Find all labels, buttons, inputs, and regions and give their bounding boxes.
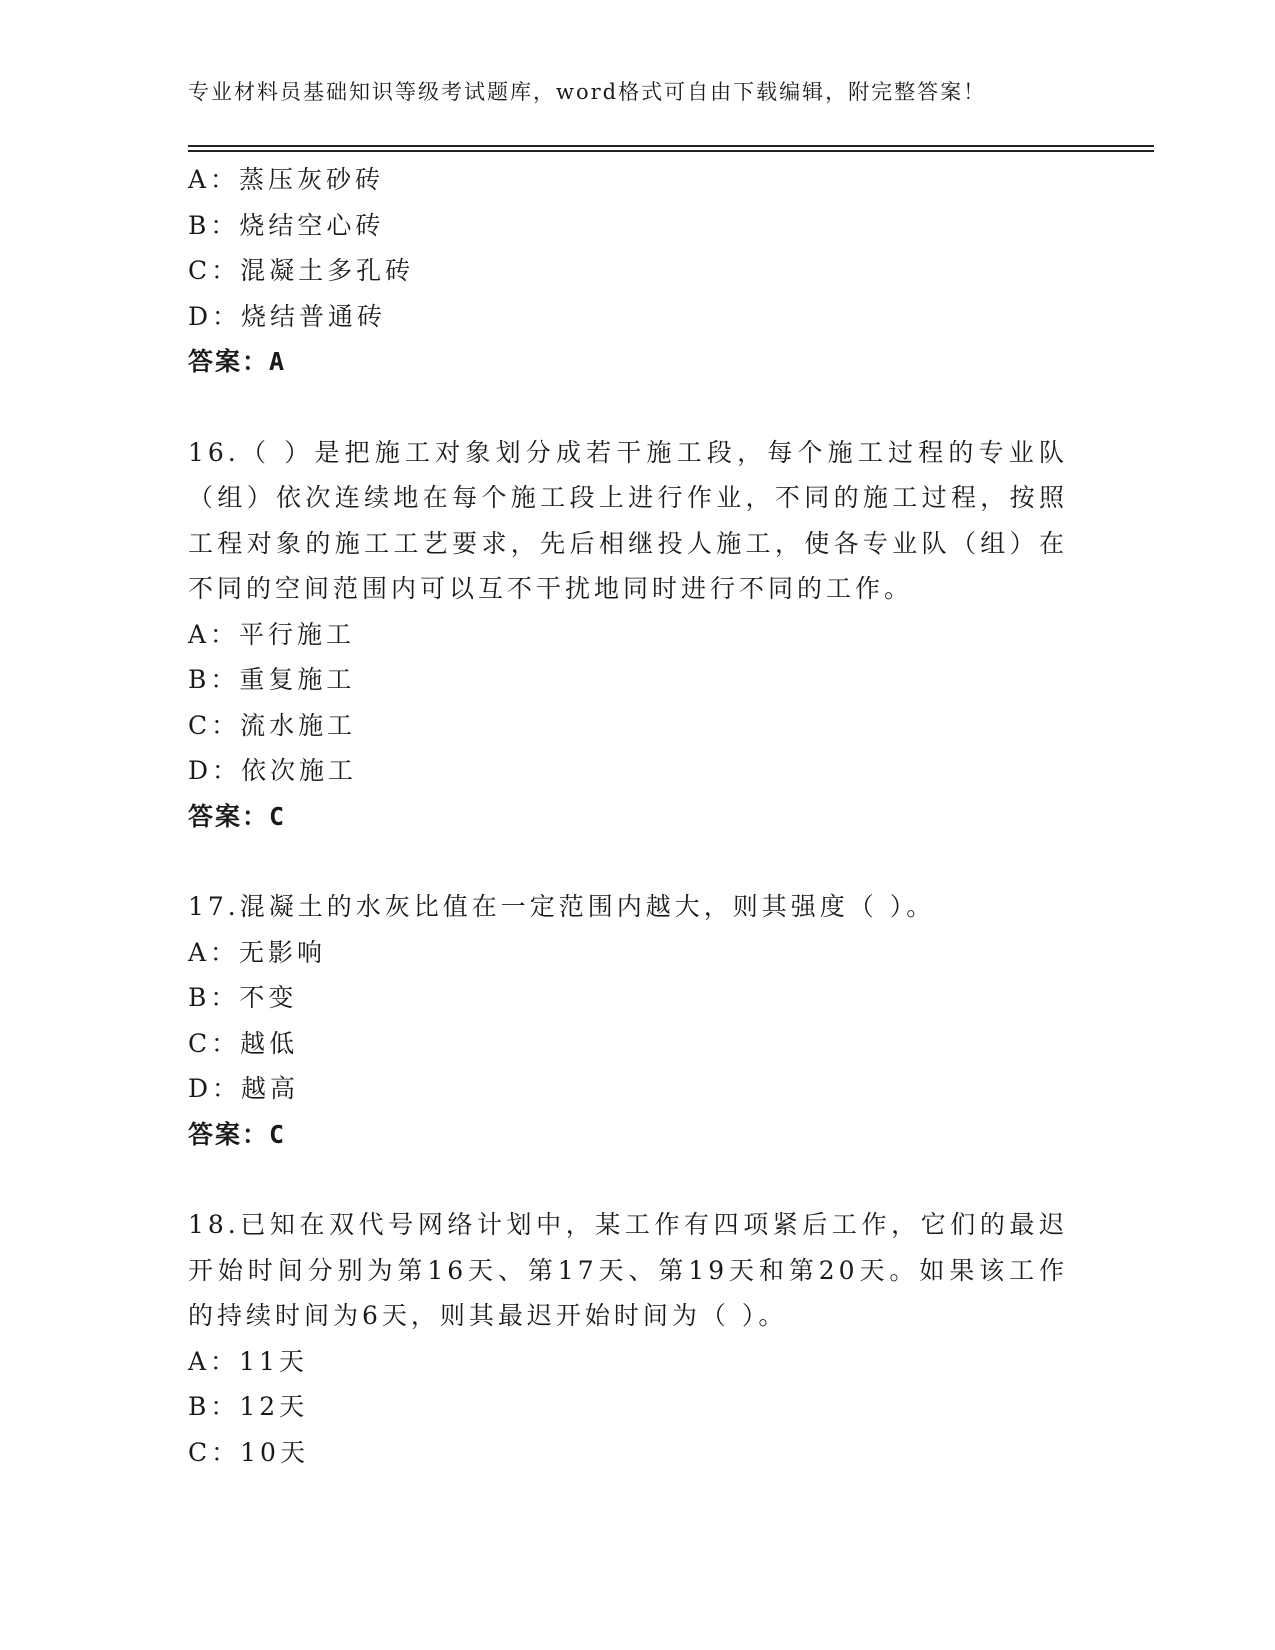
spacer bbox=[188, 385, 1068, 430]
page-header: 专业材料员基础知识等级考试题库，word格式可自由下载编辑，附完整答案！ bbox=[188, 80, 987, 104]
answer-label: 答案： bbox=[188, 1119, 270, 1149]
answer-value: C bbox=[269, 801, 287, 831]
answer-label: 答案： bbox=[188, 801, 270, 831]
question-text: 17.混凝土的水灰比值在一定范围内越大，则其强度（ ）。 bbox=[188, 892, 936, 921]
option-a: A：蒸压灰砂砖 bbox=[188, 165, 385, 194]
option-c: C：混凝土多孔砖 bbox=[188, 256, 415, 285]
option-d: D：越高 bbox=[188, 1074, 300, 1103]
question-content bbox=[188, 157, 1068, 1475]
option-b: B：重复施工 bbox=[188, 665, 356, 694]
option-c: C：10天 bbox=[188, 1437, 309, 1467]
option-b: B：12天 bbox=[188, 1392, 309, 1421]
option-a: A：11天 bbox=[188, 1346, 308, 1376]
answer bbox=[188, 1112, 1068, 1158]
answer bbox=[188, 339, 1068, 385]
option-d: D：依次施工 bbox=[188, 756, 358, 785]
answer-value: C bbox=[269, 1119, 287, 1149]
option-d: D：烧结普通砖 bbox=[188, 301, 387, 331]
header-divider-bottom bbox=[188, 150, 1154, 152]
answer-label: 答案： bbox=[188, 347, 270, 376]
header-divider-top bbox=[188, 145, 1154, 147]
question-text: 16.（ ）是把施工对象划分成若干施工段，每个施工过程的专业队（组）依次连续地在每个施工段上进行作业，不同的施工过程，按照工程对象的施工工艺要求，先后相继投人施工，使各专业队（组）在不同的空间范围内可以互不干扰地同时进行不同的工作。 bbox=[188, 437, 1068, 603]
answer bbox=[188, 794, 1068, 840]
option-b: B：烧结空心砖 bbox=[188, 210, 385, 240]
answer-value: A bbox=[269, 347, 287, 376]
spacer bbox=[188, 839, 1068, 884]
question-15 bbox=[188, 157, 1068, 385]
spacer bbox=[188, 1157, 1068, 1202]
question-17 bbox=[188, 884, 1068, 1157]
option-a: A：无影响 bbox=[188, 937, 327, 967]
question-text: 18.已知在双代号网络计划中，某工作有四项紧后工作，它们的最迟开始时间分别为第16天、第17天、第19天和第20天。如果该工作的持续时间为6天，则其最迟开始时间为（ ）。 bbox=[188, 1210, 1068, 1330]
option-c: C：越低 bbox=[188, 1028, 299, 1058]
question-16 bbox=[188, 430, 1068, 840]
option-a: A：平行施工 bbox=[188, 619, 356, 649]
option-b: B：不变 bbox=[188, 983, 298, 1012]
question-18 bbox=[188, 1202, 1068, 1475]
option-c: C：流水施工 bbox=[188, 710, 357, 740]
